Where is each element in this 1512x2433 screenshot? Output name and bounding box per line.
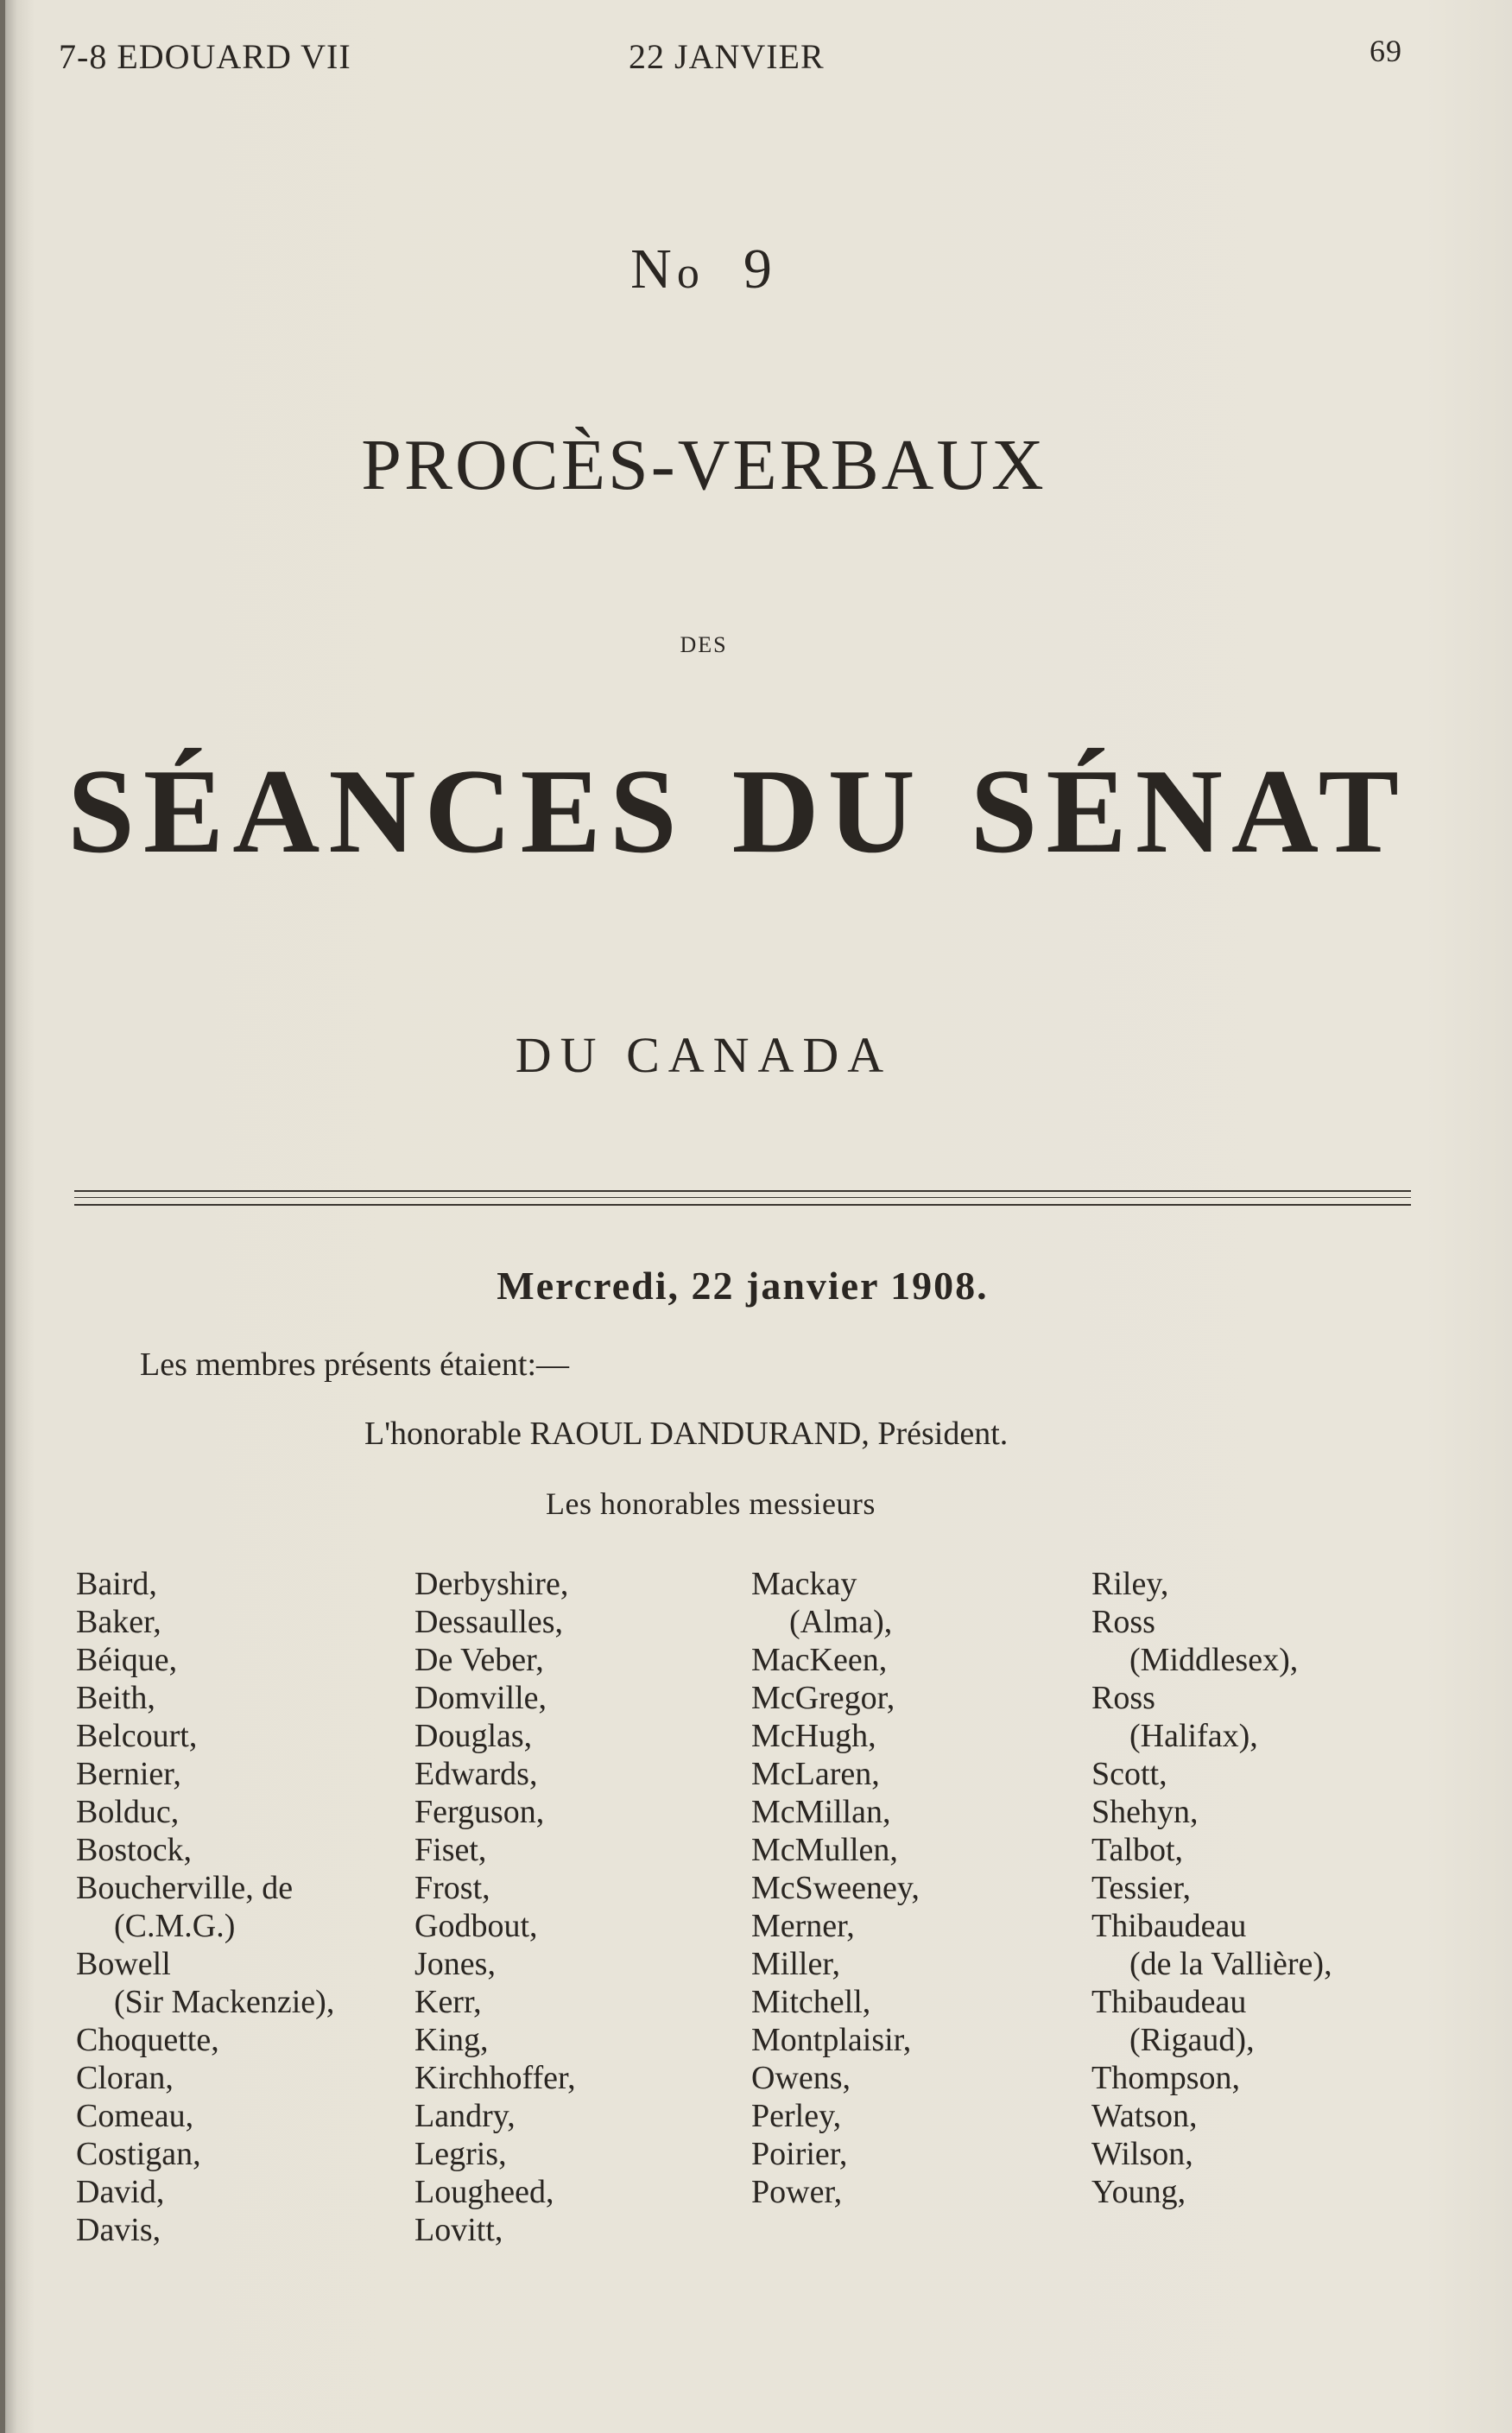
title-word-du: DU: [731, 744, 924, 878]
member-name: McMillan,: [751, 1794, 891, 1830]
member-name: Derbyshire,: [414, 1566, 569, 1602]
member-name: Bolduc,: [76, 1794, 180, 1830]
member-name: Legris,: [414, 2136, 507, 2172]
president-line: L'honorable RAOUL DANDURAND, Président.: [364, 1416, 1009, 1452]
member-name-continuation: (Alma),: [789, 1604, 893, 1640]
member-name: David,: [76, 2174, 165, 2210]
honorables-heading: Les honorables messieurs: [546, 1486, 876, 1521]
member-name: Thibaudeau: [1091, 1984, 1247, 2020]
member-name: De Veber,: [414, 1642, 544, 1678]
title-proces-verbaux: PROCÈS-VERBAUX: [361, 425, 1047, 505]
member-name-continuation: (Rigaud),: [1129, 2022, 1255, 2058]
member-name: McGregor,: [751, 1680, 895, 1716]
members-column-2: [414, 1565, 576, 2249]
divider-rule: [74, 1197, 1411, 1198]
member-name: Mitchell,: [751, 1984, 871, 2020]
member-name: Cloran,: [76, 2060, 174, 2096]
member-name: McMullen,: [751, 1832, 898, 1868]
member-name: Mackay: [751, 1566, 857, 1602]
member-name: MacKeen,: [751, 1642, 888, 1678]
page-number: 69: [1370, 34, 1402, 68]
member-name: Power,: [751, 2174, 843, 2210]
divider-rule: [74, 1204, 1411, 1206]
running-header-center: 22 JANVIER: [629, 37, 825, 76]
title-des: DES: [680, 632, 728, 657]
member-name-continuation: (Halifax),: [1129, 1718, 1258, 1754]
member-name-continuation: (de la Vallière),: [1129, 1946, 1332, 1982]
issue-number-value: 9: [743, 238, 777, 301]
member-name: McSweeney,: [751, 1870, 920, 1906]
member-name-continuation: (C.M.G.): [114, 1908, 236, 1944]
title-du-canada: DU CANADA: [515, 1027, 893, 1083]
member-name: Domville,: [414, 1680, 547, 1716]
member-name: Miller,: [751, 1946, 840, 1982]
member-name: Béique,: [76, 1642, 178, 1678]
member-name: Jones,: [414, 1946, 496, 1982]
member-name: Thompson,: [1091, 2060, 1241, 2096]
member-name: Montplaisir,: [751, 2022, 912, 2058]
issue-number-o: o: [676, 249, 705, 298]
member-name: Poirier,: [751, 2136, 848, 2172]
members-column-3: [751, 1565, 920, 2211]
member-name: Baird,: [76, 1566, 157, 1602]
member-name: Bowell: [76, 1946, 171, 1982]
member-name: Talbot,: [1091, 1832, 1184, 1868]
member-name: Lougheed,: [414, 2174, 554, 2210]
member-name: Kerr,: [414, 1984, 482, 2020]
member-name: Ross: [1091, 1680, 1155, 1716]
title-word-seances: SÉANCES: [67, 744, 686, 878]
member-name: Douglas,: [414, 1718, 533, 1754]
member-name: Belcourt,: [76, 1718, 198, 1754]
member-name: Thibaudeau: [1091, 1908, 1247, 1944]
member-name: Choquette,: [76, 2022, 219, 2058]
session-date: Mercredi, 22 janvier 1908.: [497, 1264, 989, 1308]
divider-rule: [74, 1190, 1411, 1192]
issue-number-n: N: [630, 238, 677, 301]
title-word-senat: SÉNAT: [970, 744, 1408, 878]
title-seances-du-senat: [67, 744, 1408, 878]
member-name: King,: [414, 2022, 489, 2058]
member-name: Merner,: [751, 1908, 855, 1944]
member-name: Tessier,: [1091, 1870, 1192, 1906]
issue-number: [0, 237, 1408, 302]
members-intro: Les membres présents étaient:—: [140, 1346, 570, 1383]
member-name: Lovitt,: [414, 2212, 503, 2248]
member-name: Baker,: [76, 1604, 161, 1640]
member-name: Kirchhoffer,: [414, 2060, 576, 2096]
member-name: Dessaulles,: [414, 1604, 564, 1640]
member-name: Frost,: [414, 1870, 490, 1906]
member-name: Comeau,: [76, 2098, 194, 2134]
page-spine-shadow: [0, 0, 5, 2433]
member-name: Wilson,: [1091, 2136, 1193, 2172]
member-name: Godbout,: [414, 1908, 538, 1944]
member-name: Ferguson,: [414, 1794, 545, 1830]
member-name: Ross: [1091, 1604, 1155, 1640]
member-name: Scott,: [1091, 1756, 1167, 1792]
member-name: Owens,: [751, 2060, 851, 2096]
member-name: Davis,: [76, 2212, 161, 2248]
member-name: Riley,: [1091, 1566, 1169, 1602]
member-name-continuation: (Middlesex),: [1129, 1642, 1299, 1678]
member-name-continuation: (Sir Mackenzie),: [114, 1984, 335, 2020]
member-name: Costigan,: [76, 2136, 201, 2172]
member-name: McLaren,: [751, 1756, 880, 1792]
members-column-1: [76, 1565, 334, 2249]
member-name: Perley,: [751, 2098, 842, 2134]
running-header-left: 7-8 EDOUARD VII: [59, 37, 351, 76]
member-name: Bostock,: [76, 1832, 193, 1868]
member-name: Boucherville, de: [76, 1870, 294, 1906]
member-name: McHugh,: [751, 1718, 876, 1754]
member-name: Young,: [1091, 2174, 1186, 2210]
members-column-4: [1091, 1565, 1332, 2211]
member-name: Shehyn,: [1091, 1794, 1199, 1830]
member-name: Edwards,: [414, 1756, 538, 1792]
member-name: Fiset,: [414, 1832, 487, 1868]
member-name: Watson,: [1091, 2098, 1198, 2134]
member-name: Landry,: [414, 2098, 516, 2134]
member-name: Beith,: [76, 1680, 155, 1716]
member-name: Bernier,: [76, 1756, 181, 1792]
